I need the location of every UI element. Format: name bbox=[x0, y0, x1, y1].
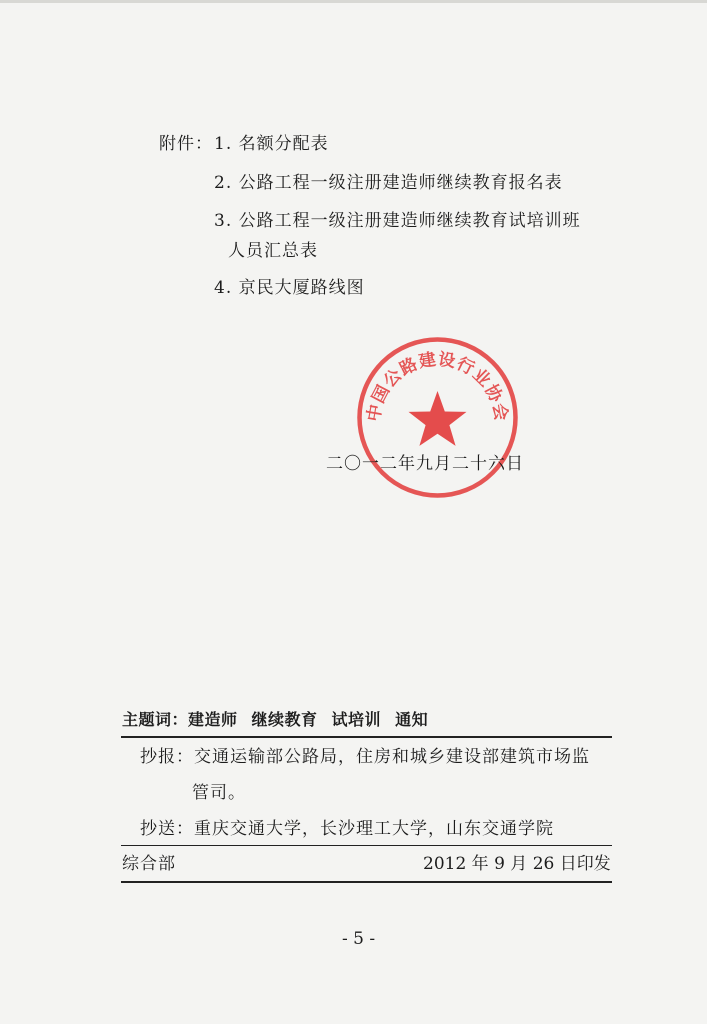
copy-to-line: 抄送：重庆交通大学，长沙理工大学，山东交通学院 bbox=[140, 819, 554, 839]
issuing-department: 综合部 bbox=[122, 854, 176, 874]
issue-date: 二〇一二年九月二十六日 bbox=[326, 454, 524, 474]
attachments-label: 附件： bbox=[159, 134, 213, 154]
keyword-2: 继续教育 bbox=[251, 710, 318, 729]
svg-text:中国公路建设行业协会: 中国公路建设行业协会 bbox=[364, 349, 511, 424]
divider-bottom bbox=[121, 881, 612, 883]
attachment-item-3: 3. 公路工程一级注册建造师继续教育试培训班 bbox=[214, 211, 581, 231]
page-number: - 5 - bbox=[342, 929, 376, 949]
keyword-3: 试培训 bbox=[331, 710, 382, 729]
attachment-item-3-cont: 人员汇总表 bbox=[228, 241, 318, 261]
report-to-line-1: 抄报：交通运输部公路局，住房和城乡建设部建筑市场监 bbox=[140, 747, 590, 767]
star-icon bbox=[409, 391, 467, 446]
attachment-item-1: 1. 名额分配表 bbox=[214, 134, 329, 154]
keyword-1: 建造师 bbox=[188, 710, 238, 729]
divider-middle bbox=[121, 845, 612, 846]
divider-top bbox=[121, 736, 612, 738]
issued-date: 2012 年 9 月 26 日印发 bbox=[423, 854, 611, 874]
official-seal bbox=[355, 335, 520, 500]
attachment-item-4: 4. 京民大厦路线图 bbox=[214, 278, 365, 298]
keyword-4: 通知 bbox=[395, 710, 429, 729]
attachment-item-2: 2. 公路工程一级注册建造师继续教育报名表 bbox=[214, 173, 563, 193]
report-to-line-2: 管司。 bbox=[192, 783, 246, 803]
scan-edge bbox=[0, 0, 707, 3]
subject-words-line bbox=[122, 709, 428, 731]
subject-label: 主题词： bbox=[122, 710, 189, 729]
